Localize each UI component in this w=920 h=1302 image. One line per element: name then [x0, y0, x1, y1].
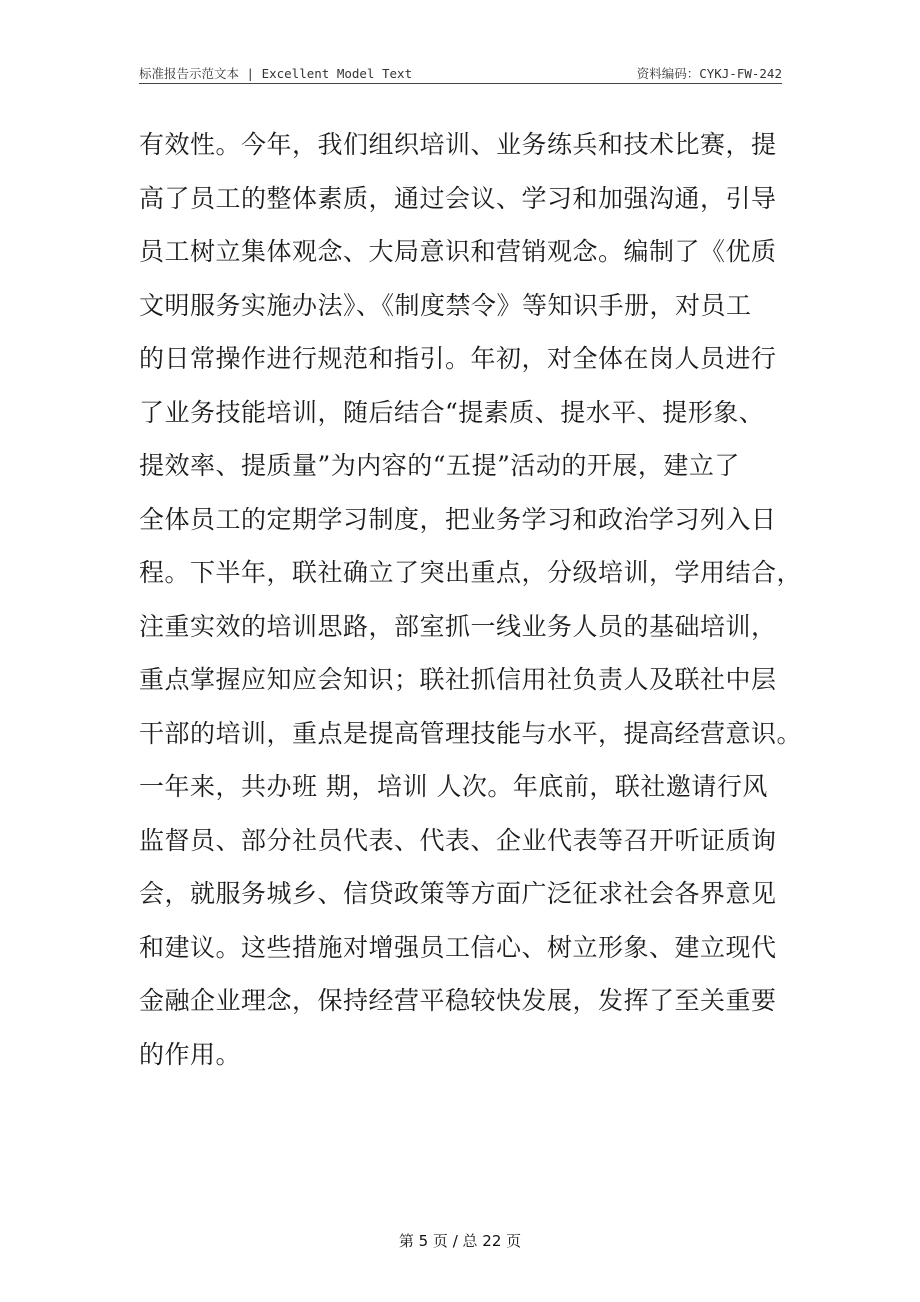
text-line: 全体员工的定期学习制度，把业务学习和政治学习列入日	[139, 504, 777, 534]
document-code: 资料编码：CYKJ-FW-242	[636, 66, 782, 81]
text-line: 高了员工的整体素质，通过会议、学习和加强沟通，引导	[139, 183, 777, 213]
text-line: 了业务技能培训，随后结合“提素质、提水平、提形象、	[139, 397, 765, 427]
body-paragraph	[139, 118, 803, 1081]
text-line: 会，就服务城乡、信贷政策等方面广泛征求社会各界意见	[139, 879, 777, 908]
text-line: 文明服务实施办法》、《制度禁令》等知识手册，对员工	[139, 290, 752, 320]
text-line: 的日常操作进行规范和指引。年初，对全体在岗人员进行	[139, 344, 777, 373]
header-divider	[139, 83, 782, 84]
text-line: 和建议。这些措施对增强员工信心、树立形象、建立现代	[139, 932, 777, 962]
text-line: 员工树立集体观念、大局意识和营销观念。编制了《优质	[139, 237, 777, 266]
text-line: 提效率、提质量”为内容的“五提”活动的开展，建立了	[139, 451, 740, 480]
text-line: 干部的培训，重点是提高管理技能与水平，提高经营意识。	[139, 718, 803, 748]
text-line: 一年来，共办班 期，培训 人次。年底前，联社邀请行风	[139, 772, 768, 801]
text-line: 的作用。	[139, 1039, 242, 1069]
page-header	[139, 60, 782, 82]
text-line: 金融企业理念，保持经营平稳较快发展，发挥了至关重要	[139, 986, 777, 1015]
text-line: 监督员、部分社员代表、代表、企业代表等召开听证质询	[139, 825, 777, 855]
header-title: 标准报告示范文本 | Excellent Model Text	[139, 66, 413, 81]
page-number: 第 5 页 / 总 22 页	[398, 1232, 522, 1250]
text-line: 程。下半年，联社确立了突出重点，分级培训，学用结合，	[139, 558, 803, 587]
text-line: 注重实效的培训思路，部室抓一线业务人员的基础培训，	[139, 611, 777, 641]
text-line: 有效性。今年，我们组织培训、业务练兵和技术比赛，提	[139, 130, 777, 159]
text-line: 重点掌握应知应会知识；联社抓信用社负责人及联社中层	[139, 665, 777, 694]
